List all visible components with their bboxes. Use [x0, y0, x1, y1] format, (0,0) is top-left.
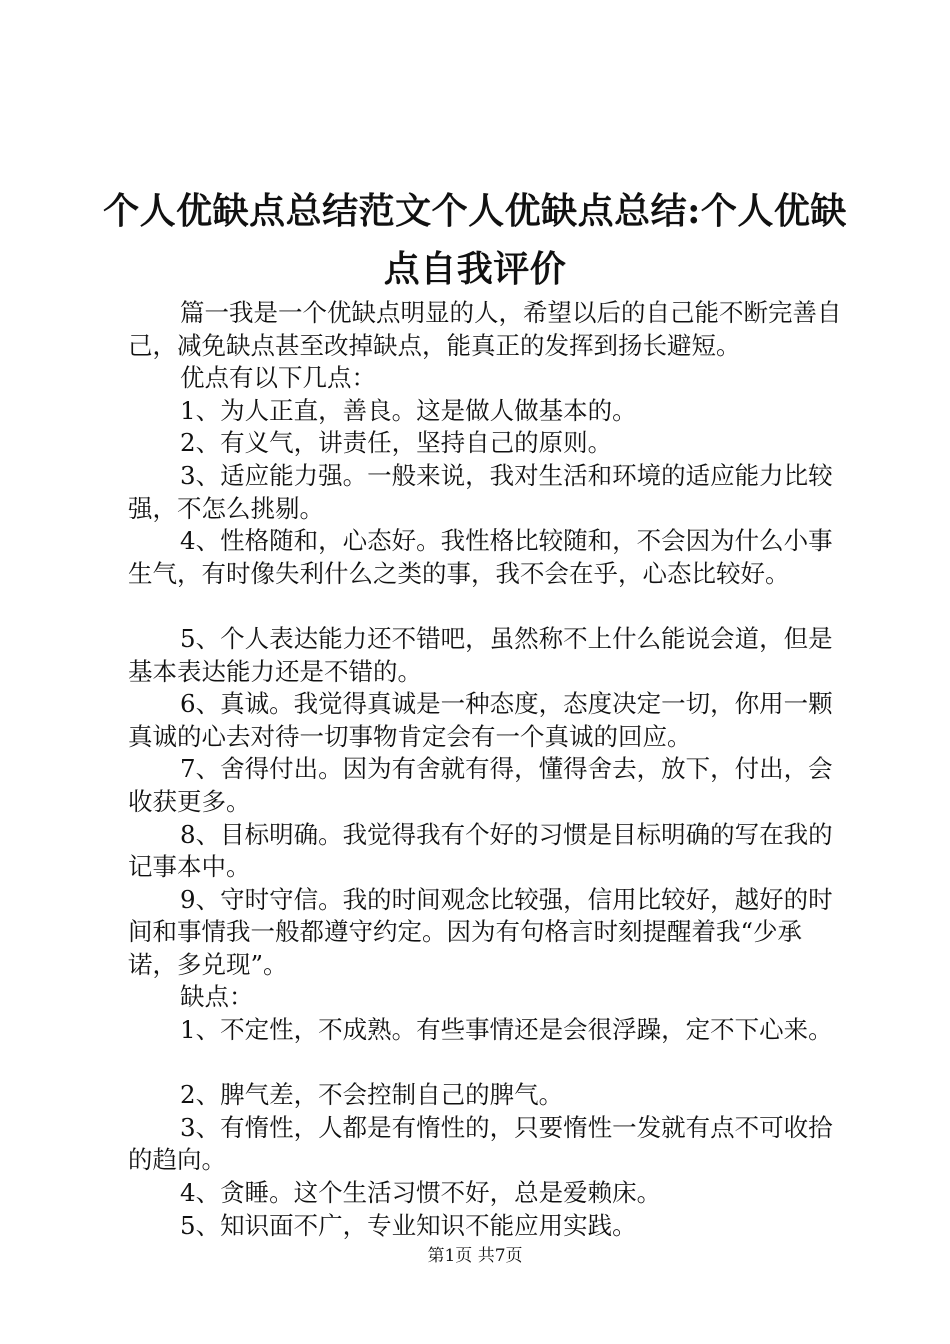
paragraph: 5、知识面不广，专业知识不能应用实践。 — [180, 1210, 637, 1240]
paragraph: 4、贪睡。这个生活习惯不好，总是爱赖床。 — [180, 1178, 662, 1208]
document-body — [128, 297, 848, 1242]
paragraph: 2、有义气，讲责任，坚持自己的原则。 — [180, 428, 613, 458]
page-footer: 第1页 共7页 — [427, 1246, 523, 1266]
paragraph: 缺点： — [180, 982, 254, 1012]
paragraph: 7、舍得付出。因为有舍就有得，懂得舍去，放下，付出，会收获更多。 — [128, 754, 833, 816]
paragraph: 6、真诚。我觉得真诚是一种态度，态度决定一切，你用一颗真诚的心去对待一切事物肯定会有一个真诚的回应。 — [128, 689, 833, 751]
paragraph: 篇一我是一个优缺点明显的人，希望以后的自己能不断完善自己，减免缺点甚至改掉缺点，能真正的发挥到扬长避短。 — [128, 298, 842, 360]
paragraph: 1、为人正直，善良。这是做人做基本的。 — [180, 395, 637, 425]
paragraph: 9、守时守信。我的时间观念比较强，信用比较好，越好的时间和事情我一般都遵守约定。因为有句格言时刻提醒着我“少承诺，多兑现”。 — [128, 884, 833, 979]
paragraph: 3、适应能力强。一般来说，我对生活和环境的适应能力比较强，不怎么挑剔。 — [128, 460, 833, 523]
paragraph: 8、目标明确。我觉得我有个好的习惯是目标明确的写在我的记事本中。 — [128, 819, 833, 882]
document-title: 个人优缺点总结范文个人优缺点总结:个人优缺点自我评价 — [103, 190, 847, 290]
paragraph: 3、有惰性，人都是有惰性的，只要惰性一发就有点不可收拾的趋向。 — [128, 1112, 833, 1175]
paragraph: 5、个人表达能力还不错吧，虽然称不上什么能说会道，但是基本表达能力还是不错的。 — [128, 623, 833, 686]
paragraph: 2、脾气差，不会控制自己的脾气。 — [180, 1080, 564, 1110]
paragraph: 优点有以下几点： — [180, 363, 376, 393]
paragraph: 1、不定性，不成熟。有些事情还是会很浮躁，定不下心来。 — [180, 1015, 833, 1045]
paragraph: 4、性格随和，心态好。我性格比较随和，不会因为什么小事生气，有时像失利什么之类的事，我不会在乎，心态比较好。 — [128, 526, 833, 588]
